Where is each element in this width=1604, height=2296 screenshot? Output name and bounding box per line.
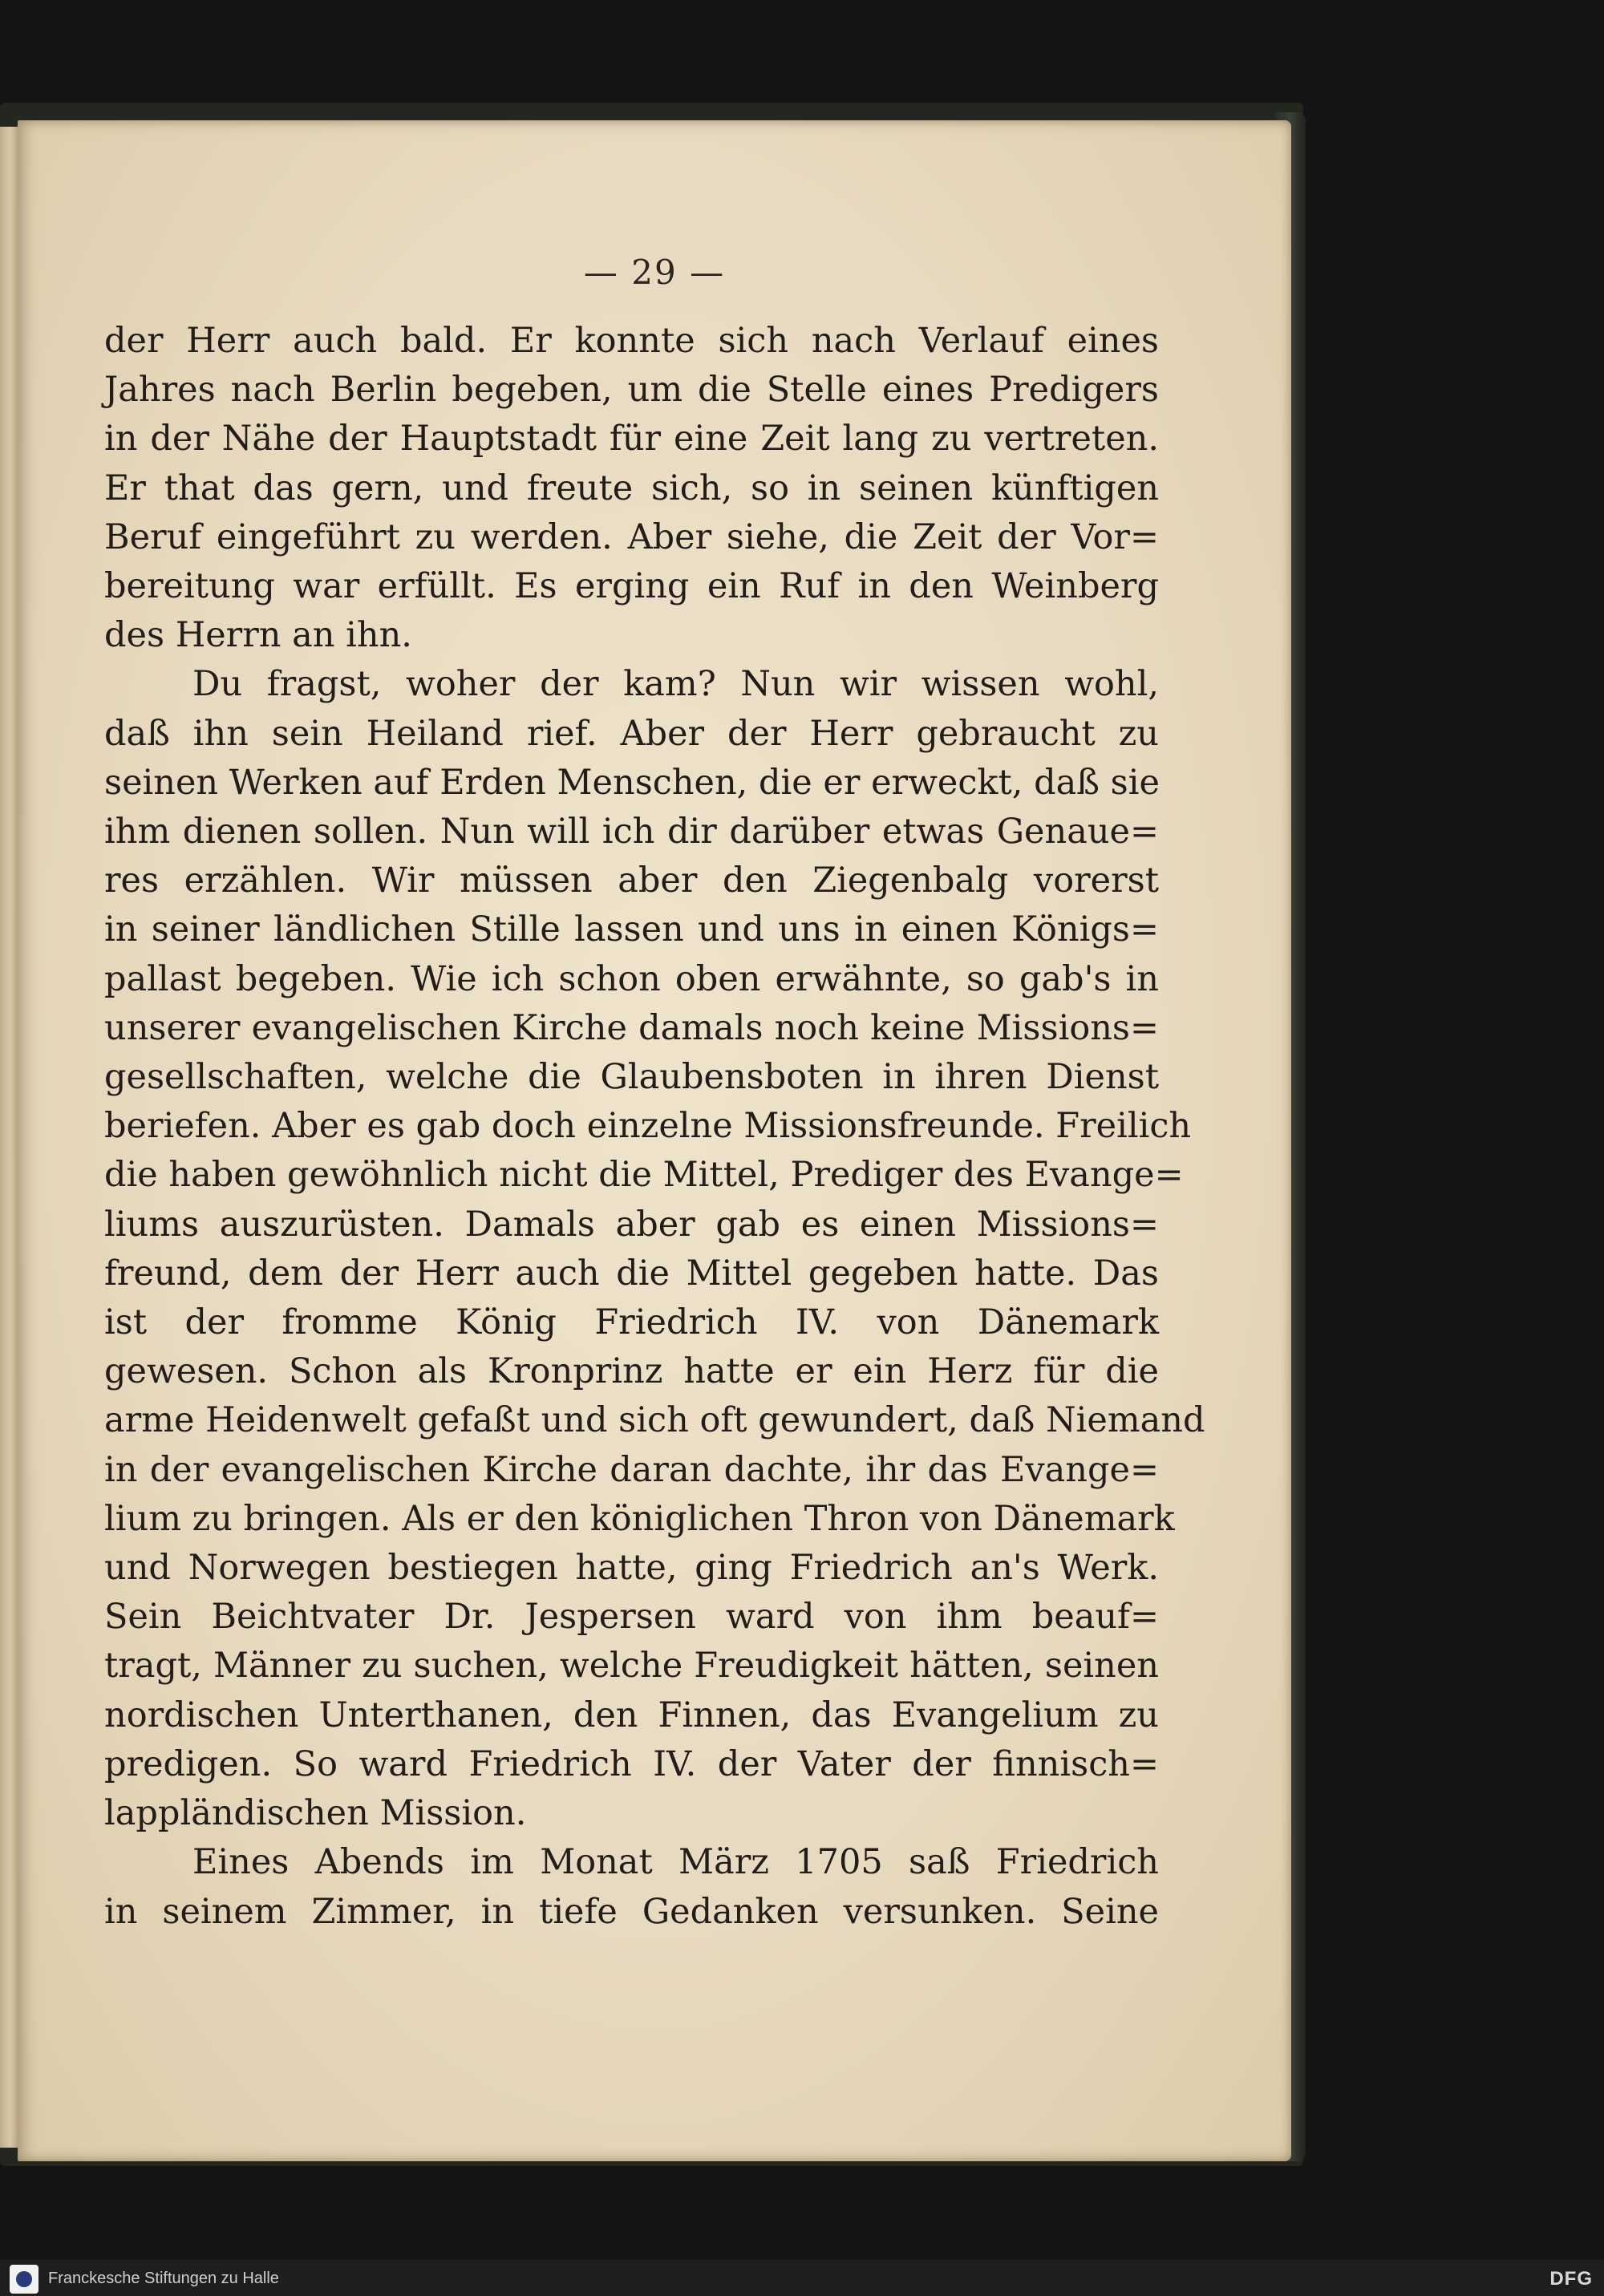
text-line: Er that das gern, und freute sich, so in seinen künftigen bbox=[104, 468, 1159, 508]
text-line: freund, dem der Herr auch die Mittel gegeben hatte. Das bbox=[104, 1253, 1159, 1294]
dfg-logo: DFG bbox=[1549, 2268, 1593, 2290]
text-line: beriefen. Aber es gab doch einzelne Missionsfreunde. Freilich bbox=[104, 1106, 1192, 1147]
book-page bbox=[18, 120, 1291, 2161]
text-line: nordischen Unterthanen, den Finnen, das Evangelium zu bbox=[104, 1695, 1159, 1735]
text-line: pallast begeben. Wie ich schon oben erwähnte, so gab's in bbox=[104, 958, 1159, 999]
text-line: der Herr auch bald. Er konnte sich nach Verlauf eines bbox=[104, 321, 1159, 361]
text-line: tragt, Männer zu suchen, welche Freudigkeit hätten, seinen bbox=[104, 1646, 1159, 1687]
text-line: in der evangelischen Kirche daran dachte, ihr das Evange= bbox=[104, 1449, 1159, 1490]
text-line: predigen. So ward Friedrich IV. der Vater der finnisch= bbox=[104, 1743, 1159, 1784]
text-line: unserer evangelischen Kirche damals noch keine Missions= bbox=[104, 1007, 1159, 1048]
text-line: seinen Werken auf Erden Menschen, die er erweckt, daß sie bbox=[104, 762, 1160, 803]
text-line: arme Heidenwelt gefaßt und sich oft gewundert, daß Niemand bbox=[104, 1400, 1205, 1441]
text-line: daß ihn sein Heiland rief. Aber der Herr gebraucht zu bbox=[104, 713, 1159, 754]
text-line: Eines Abends im Monat März 1705 saß Friedrich bbox=[192, 1842, 1159, 1883]
viewer-footer bbox=[0, 2260, 1604, 2296]
page-body-text bbox=[104, 317, 1205, 1937]
text-line: gesellschaften, welche die Glaubensboten in ihren Dienst bbox=[104, 1057, 1159, 1098]
text-line: bereitung war erfüllt. Es erging ein Ruf in den Weinberg bbox=[104, 566, 1159, 607]
page-number: — 29 — bbox=[583, 253, 726, 292]
text-line: Du fragst, woher der kam? Nun wir wissen wohl, bbox=[192, 664, 1159, 705]
institution-logo-icon bbox=[10, 2265, 38, 2294]
text-line: Sein Beichtvater Dr. Jespersen ward von ihm beauf= bbox=[104, 1597, 1159, 1638]
text-line: lium zu bringen. Als er den königlichen Thron von Dänemark bbox=[104, 1498, 1175, 1539]
text-line: und Norwegen bestiegen hatte, ging Friedrich an's Werk. bbox=[104, 1548, 1159, 1589]
text-line: res erzählen. Wir müssen aber den Ziegenbalg vorerst bbox=[104, 860, 1159, 901]
text-line: Beruf eingeführt zu werden. Aber siehe, die Zeit der Vor= bbox=[104, 516, 1159, 557]
text-line: ihm dienen sollen. Nun will ich dir darüber etwas Genaue= bbox=[104, 812, 1159, 852]
text-line: Jahres nach Berlin begeben, um die Stelle eines Predigers bbox=[104, 370, 1159, 411]
text-line: gewesen. Schon als Kronprinz hatte er ein Herz für die bbox=[104, 1351, 1159, 1392]
institution-name: Franckesche Stiftungen zu Halle bbox=[48, 2270, 279, 2287]
text-line: ist der fromme König Friedrich IV. von Dänemark bbox=[104, 1302, 1159, 1343]
text-line: liums auszurüsten. Damals aber gab es einen Missions= bbox=[104, 1204, 1159, 1245]
text-line: in der Nähe der Hauptstadt für eine Zeit lang zu vertreten. bbox=[104, 419, 1159, 460]
text-line: in seiner ländlichen Stille lassen und uns in einen Königs= bbox=[104, 909, 1159, 950]
text-line: lappländischen Mission. bbox=[104, 1793, 527, 1834]
text-line: in seinem Zimmer, in tiefe Gedanken versunken. Seine bbox=[104, 1891, 1159, 1932]
text-line: des Herrn an ihn. bbox=[104, 615, 412, 656]
text-line: die haben gewöhnlich nicht die Mittel, Prediger des Evange= bbox=[104, 1155, 1184, 1196]
